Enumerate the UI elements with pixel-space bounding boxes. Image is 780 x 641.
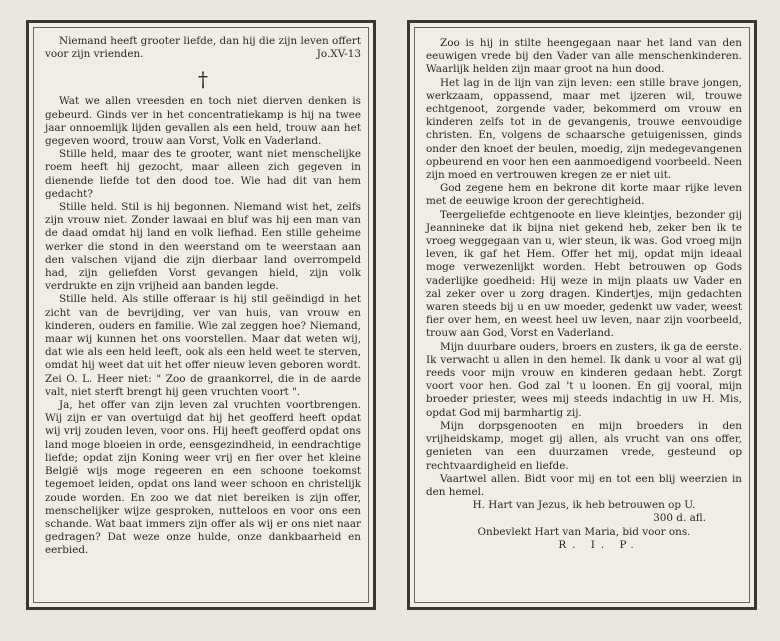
paragraph: God zegene hem en bekrone dit korte maar rijke leven met de eeuwige kroon der gerechtigheid. (426, 182, 742, 208)
paragraph: Vaartwel allen. Bidt voor mij en tot een blij weerzien in den hemel. (426, 472, 742, 498)
paragraph: Stille held. Als stille offeraar is hij stil geëindigd in het zicht van de bevrijding, ver van huis, van vrouw en kinderen, ouders en familie. Wie zal zeggen hoe? Niemand, maar wij kunnen het ons voorstellen. Maar dat weten wij, dat wie als een held leeft, ook als een held weet te sterven, omdat hij weet dat uit het offer nieuw leven geboren wordt. Zei O. L. Heer niet: " Zoo de graankorrel, die in de aarde valt, niet sterft brengt hij geen vruchten voort ". (45, 293, 361, 398)
bible-motto: Niemand heeft grooter liefde, dan hij die zijn leven offert voor zijn vrienden. Jo.XV-13 (45, 35, 361, 61)
rip-text: R. I. P. (558, 538, 640, 551)
bible-reference: Jo.XV-13 (316, 48, 361, 61)
paragraph: Het lag in de lijn van zijn leven: een stille brave jongen, werkzaam, oppassend, maar met ijzeren wil, trouwe echtgenoot, zorgende vader, bekommerd om vrouw en kinderen zelfs tot in de gevangenis, trouwe eenvoudige christen. En, volgens de schaarsche getuigenissen, ginds onder den knoet der beulen, moedig, zijn medegevangenen opbeurend en voor hen een aanmoedigend voorbeeld. Neen zijn moed en vertrouwen kregen ze er niet uit. (426, 76, 742, 182)
paragraph: Wat we allen vreesden en toch niet dierven denken is gebeurd. Ginds ver in het concentratiekamp is hij na twee jaar onnoemlijk lijden gevallen als een held, trouw aan het gegeven woord, trouw aan Vorst, Volk en Vaderland. (45, 95, 361, 148)
prayer-sacred-heart: H. Hart van Jezus, ik heb betrouwen op U. (472, 499, 696, 512)
cross-icon: † (198, 67, 208, 92)
left-page (26, 20, 376, 610)
indulgence-note: 300 d. afl. (653, 512, 706, 525)
paragraph: Ja, het offer van zijn leven zal vruchten voortbrengen. Wij zijn er van overtuigd dat hij het geofferd heeft opdat wij vrij zouden leven, voor ons. Hij heeft geofferd opdat ons land moge bloeien in orde, eensgezindheid, in eendrachtige liefde; opdat zijn Koning weer vrij en fier over het kleine België wijs moge regeeren en een schoone toekomst tegemoet leiden, opdat ons land weer schoon en christelijk zoude worden. En zoo we dat niet bereiken is zijn offer, menschelijker wijze gesproken, nutteloos en voor ons een schande. Wat baat immers zijn offer als wij er ons niet naar gedragen? Dat weze onze hulde, onze dankbaarheid en eerbied. (45, 399, 361, 557)
paragraph: Teergeliefde echtgenoote en lieve kleintjes, bezonder gij Jeanninеke dat ik bijna niet gekend heb, zeker ben ik te vroeg weggegaan van u, wier steun, ik was. God vroeg mijn leven, ik gaf het Hem. Offer het mij, opdat mijn ideaal moge verwezenlijkt worden. Hebt betrouwen op Gods vaderlijke goedheid: Hij weze in mijn plaats uw Vader en zal zeker over u zorg dragen. Kindertjes, mijn gedachten waren steeds bij u en uw moeder, gedenkt uw vader, weest fier over hem, en weest heel uw leven, naar zijn voorbeeld, trouw aan God, Vorst en Vaderland. (426, 208, 742, 340)
prayer-immaculate-heart: Onbevlekt Hart van Maria, bid voor ons. (477, 525, 691, 538)
left-page-text (45, 35, 361, 558)
paragraph: Zoo is hij in stilte heengegaan naar het land van den eeuwigen vrede bij den Vader van alle menschenkinderen. Waarlijk helden zijn maar groot na hun dood. (426, 37, 742, 76)
right-page (407, 20, 757, 610)
paragraph: Mijn dorpsgenooten en mijn broeders in den vrijheidskamp, moget gij allen, als vrucht van ons offer, genieten van een duurzamen vrede, gesteund op rechtvaardigheid en liefde. (426, 419, 742, 472)
paragraph: Stille held. Stil is hij begonnen. Niemand wist het, zelfs zijn vrouw niet. Zonder lawaai en bluf was hij een man van de daad omdat hij land en volk liefhad. Een stille geheime werker die stond in den weerstand om te weerstaan aan den valschen vijand die zijn dierbaar land overrompeld had, zijn geliefden Vorst gevangen hield, zijn volk verdrukte en zijn vrijheid aan banden legde. (45, 201, 361, 293)
right-page-text (426, 37, 742, 552)
paragraph: Mijn duurbare ouders, broers en zusters, ik ga de eerste. Ik verwacht u allen in den hemel. Ik dank u voor al wat gij reeds voor mijn vrouw en kinderen gedaan hebt. Zorgt voort voor hen. God zal 't u loonen. En gij vooral, mijn broeder priester, wees mij steeds indachtig in uw H. Mis, opdat God mij barmhartig zij. (426, 340, 742, 419)
paragraph: Stille held, maar des te grooter, want niet menschelijke roem heeft hij gezocht, maar alleen zich gegeven in dienende liefde tot den dood toe. Wie had dit van hem gedacht? (45, 148, 361, 200)
